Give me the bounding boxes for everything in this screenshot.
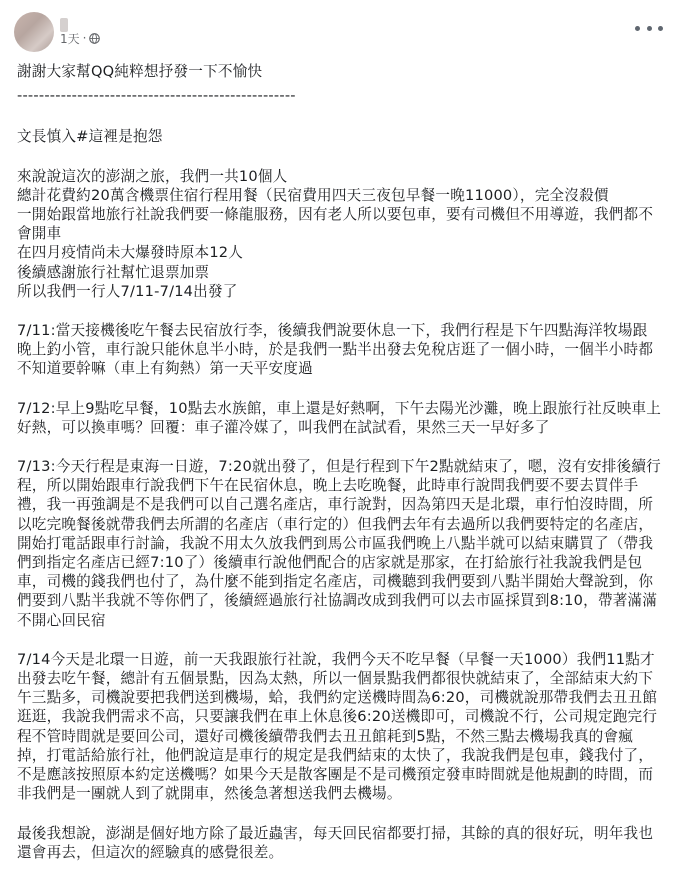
post-meta — [60, 30, 100, 47]
text-line: 午三點多，司機說要把我們送到機場，蛤，我們約定送機時間為6:20，司機就說那帶我們去丑丑館 — [17, 689, 658, 707]
post-timestamp[interactable]: 1天 — [60, 31, 80, 46]
meta-separator: · — [82, 31, 87, 45]
post-warning — [17, 127, 665, 146]
text-line: 7/11:當天接機後吃午餐去民宿放行李，後續我們說要休息一下，我們行程是下午四點海洋牧場跟 — [17, 322, 648, 340]
day2-paragraph — [17, 399, 665, 437]
text-line: 不開心回民宿 — [17, 611, 106, 629]
day3-paragraph — [17, 457, 665, 630]
text-line: 禮，我一再強調是不是我們可以自己選名產店，車行說對，因為第四天是北環，車行怕沒時間，所 — [17, 496, 654, 514]
text-line: 一開始跟當地旅行社說我們要一條龍服務，因有老人所以要包車，要有司機但不用導遊，我們都不 — [17, 206, 654, 224]
closing-paragraph — [17, 824, 665, 862]
text-line: 7/12:早上9點吃早餐，10點去水族館，車上還是好熱啊，下午去陽光沙灘，晚上跟旅行社反映車上 — [17, 399, 662, 417]
text-line: 掉，打電話給旅行社，他們說這是車行的規定是我們結束的太快了，我說我們是包車，錢我付了， — [17, 746, 654, 764]
text-line: 還會再去，但這次的經驗真的感覺很差。 — [17, 843, 284, 861]
text-line: 7/13:今天行程是東海一日遊，7:20就出發了，但是行程到下午2點就結束了，嗯，沒有安排後續行 — [17, 458, 661, 476]
dot — [635, 26, 640, 31]
text-line: 文長慎入#這裡是抱怨 — [17, 128, 163, 146]
text-line: 以吃完晚餐後就帶我們去所謂的名產店（車行定的）但我們去年有去過所以我們要特定的名產店， — [17, 515, 654, 533]
post-body — [17, 62, 665, 882]
text-line: 非我們是一團就人到了就開車，然後急著想送我們去機場。 — [17, 785, 402, 803]
dot — [647, 26, 652, 31]
text-line: 開始打電話跟車行討論，我說不用太久放我們到馬公市區我們晚上八點半就可以結束購買了（帶我 — [17, 534, 654, 552]
post-title — [17, 62, 665, 81]
more-options-icon[interactable] — [635, 18, 663, 38]
day4-paragraph — [17, 650, 665, 804]
text-line: 7/14今天是北環一日遊，前一天我跟旅行社說，我們今天不吃早餐（早餐一天1000）我們11點才 — [17, 650, 655, 668]
text-line: 謝謝大家幫QQ純粹想抒發一下不愉快 — [17, 63, 263, 80]
globe-icon — [89, 33, 100, 44]
author-block — [60, 12, 100, 52]
avatar[interactable] — [14, 12, 54, 52]
text-line: 不是應該按照原本約定送機嗎？如果今天是散客團是不是司機預定發車時間就是他規劃的時間，而 — [17, 766, 654, 784]
text-line: 程，所以開始跟車行說我們下午在民宿休息，晚上去吃晚餐，此時車行說問我們要不要去買伴手 — [17, 477, 639, 495]
post-header — [14, 12, 100, 52]
text-line: 來說說這次的澎湖之旅，我們一共10個人 — [17, 167, 288, 185]
text-line: 好熱，可以換車嗎？回覆：車子灌冷媒了，叫我們在試試看，果然三天一早好多了 — [17, 418, 550, 436]
text-line: 後續感謝旅行社幫忙退票加票 — [17, 263, 210, 281]
text-line: 不知道要幹嘛（車上有夠熱）第一天平安度過 — [17, 360, 313, 378]
text-line: 會開車 — [17, 225, 62, 243]
text-line: 晚上釣小管，車行說只能休息半小時，於是我們一點半出發去免稅店逛了一個小時，一個半小時都 — [17, 341, 654, 359]
text-line: 車，司機的錢我們也付了，為什麼不能到指定名產店，司機聽到我們要到八點半開始大聲說到，你 — [17, 573, 654, 591]
text-line: 總計花費約20萬含機票住宿行程用餐（民宿費用四天三夜包早餐一晚11000），完全沒殺價 — [17, 186, 609, 204]
text-line: 出發去吃午餐，總計有五個景點，因為太熱，所以一個景點我們都很快就結束了，全部結束大約下 — [17, 670, 654, 688]
text-line: 逛逛，我說我們需求不高，只要讓我們在車上休息後6:20送機即可，司機說不行，公司規定跑完行 — [17, 708, 658, 726]
text-line: 程不管時間就是要回公司，還好司機後續帶我們去丑丑館耗到5點，不然三點去機場我真的會瘋 — [17, 727, 634, 745]
text-line: 所以我們一行人7/11-7/14出發了 — [17, 282, 238, 300]
intro-paragraph — [17, 167, 665, 301]
text-line: 最後我想說，澎湖是個好地方除了最近蟲害，每天回民宿都要打掃，其餘的真的很好玩，明年我也 — [17, 824, 654, 842]
text-line: 們要到八點半我就不等你們了，後續經過旅行社協調改成到我們可以去市區採買到8:10，帶著滿滿 — [17, 592, 658, 610]
day1-paragraph — [17, 321, 665, 379]
dot — [658, 26, 663, 31]
text-line: 們到指定名產店已經7:10了）後續車行說他們配合的店家就是那家，在打給旅行社我說我們是包 — [17, 554, 643, 572]
text-line: --------------------------------------------------- — [17, 87, 296, 105]
text-line: 在四月疫情尚未大爆發時原本12人 — [17, 244, 244, 262]
divider-line — [17, 86, 665, 105]
